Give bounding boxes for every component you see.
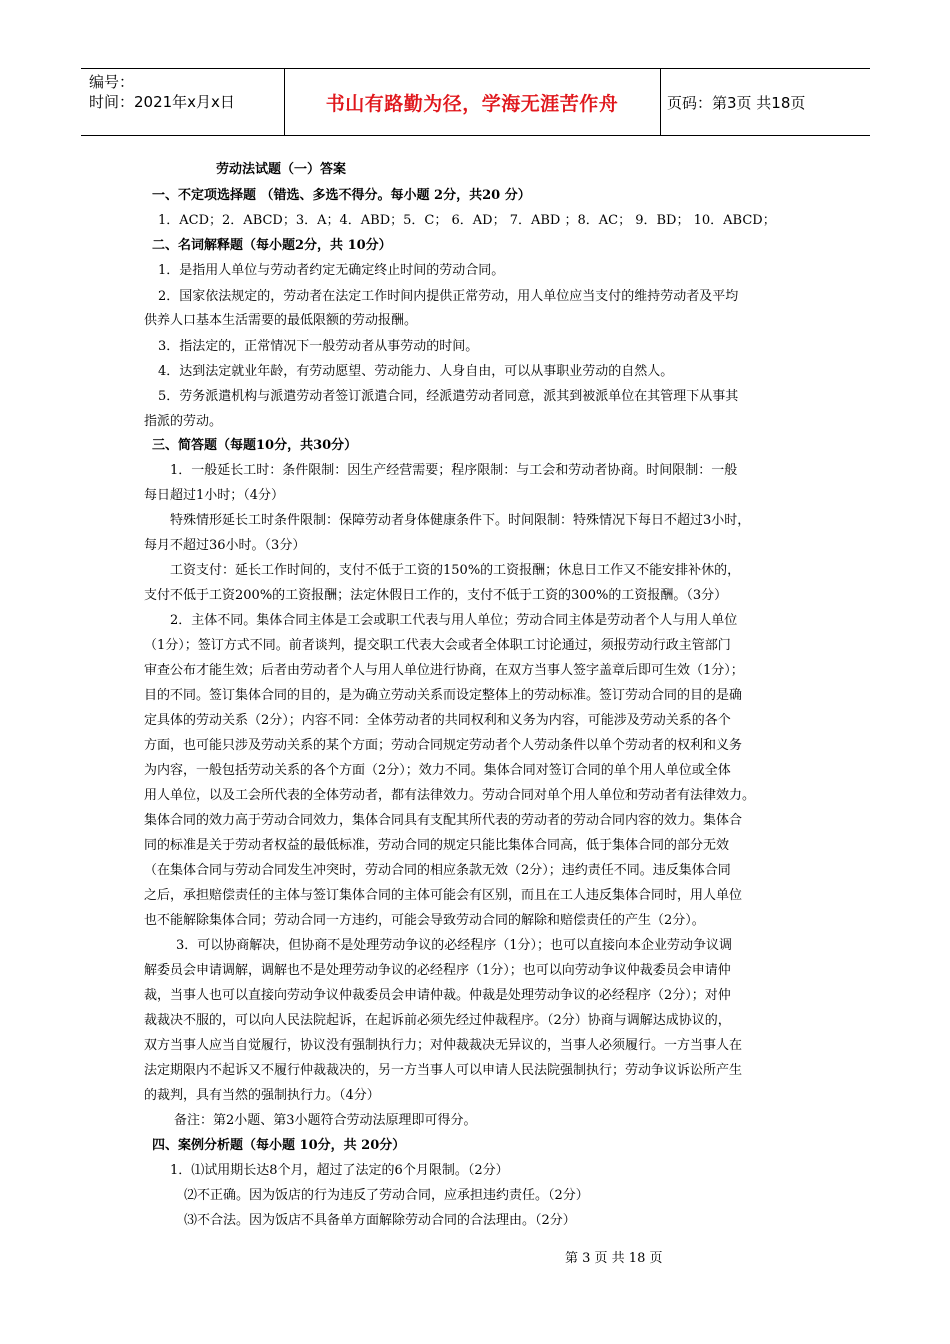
section-heading: 四、案例分析题（每小题 10分，共 20分）: [152, 1138, 406, 1153]
document-title: 劳动法试题（一）答案: [216, 162, 347, 177]
document-date: 时间：2021年x月x日: [89, 93, 235, 111]
answer-line: 支付不低于工资200%的工资报酬；法定休假日工作的，支付不低于工资的300%的工资报酬。（3分）: [144, 588, 728, 603]
header-left-block: [89, 72, 235, 112]
answer-line: （1分）；签订方式不同。前者谈判，提交职工代表大会或者全体职工讨论通过，须报劳动行政主管部门: [144, 638, 731, 653]
header-divider: [660, 68, 661, 136]
answer-line: 之后，承担赔偿责任的主体与签订集体合同的主体可能会有区别，而且在工人违反集体合同时，用人单位: [144, 888, 743, 903]
answer-line: 供养人口基本生活需要的最低限额的劳动报酬。: [144, 313, 418, 328]
answer-line: 用人单位，以及工会所代表的全体劳动者，都有法律效力。劳动合同对单个用人单位和劳动者有法律效力。: [144, 788, 756, 803]
answer-line: 也不能解除集体合同；劳动合同一方违约，可能会导致劳动合同的解除和赔偿责任的产生（2分）。: [144, 913, 705, 928]
header-motto: 书山有路勤为径，学海无涯苦作舟: [325, 92, 619, 115]
answer-line: 4．达到法定就业年龄，有劳动愿望、劳动能力、人身自由，可以从事职业劳动的自然人。: [158, 364, 674, 379]
answer-line: 双方当事人应当自觉履行，协议没有强制执行力；对仲裁裁决无异议的，当事人必须履行。一方当事人在: [144, 1038, 743, 1053]
answer-line: 裁，当事人也可以直接向劳动争议仲裁委员会申请仲裁。仲裁是处理劳动争议的必经程序（2分）；对仲: [144, 988, 731, 1003]
answer-line: ⑵不正确。因为饭店的行为违反了劳动合同，应承担违约责任。（2分）: [184, 1188, 589, 1203]
answer-line: 定具体的劳动关系（2分）；内容不同：全体劳动者的共同权利和义务为内容，可能涉及劳动关系的各个: [144, 713, 731, 728]
answer-line: 审查公布才能生效；后者由劳动者个人与用人单位进行协商，在双方当事人签字盖章后即可生效（1分）；: [144, 663, 744, 678]
answer-line: 裁裁决不服的，可以向人民法院起诉，在起诉前必须先经过仲裁程序。（2分）协商与调解达成协议的，: [144, 1013, 731, 1028]
answer-line: 特殊情形延长工时条件限制：保障劳动者身体健康条件下。时间限制：特殊情况下每日不超过3小时，: [170, 513, 751, 528]
header-page-info: 页码：第3页 共18页: [667, 93, 806, 112]
answer-line: 2．主体不同。集体合同主体是工会或职工代表与用人单位；劳动合同主体是劳动者个人与用人单位: [170, 613, 738, 628]
answer-line: 2．国家依法规定的，劳动者在法定工作时间内提供正常劳动，用人单位应当支付的维持劳动者及平均: [158, 289, 739, 304]
footer-page-number: 第 3 页 共 18 页: [565, 1251, 663, 1266]
answer-line: 3．可以协商解决，但协商不是处理劳动争议的必经程序（1分）；也可以直接向本企业劳动争议调: [176, 938, 733, 953]
answer-line: 法定期限内不起诉又不履行仲裁裁决的，另一方当事人可以申请人民法院强制执行；劳动争议诉讼所产生: [144, 1063, 743, 1078]
answer-line: 同的标准是关于劳动者权益的最低标准，劳动合同的规定只能比集体合同高，低于集体合同的部分无效: [144, 838, 730, 853]
answer-line: 集体合同的效力高于劳动合同效力，集体合同具有支配其所代表的劳动者的劳动合同内容的效力。集体合: [144, 813, 743, 828]
answer-line: 为内容，一般包括劳动关系的各个方面（2分）；效力不同。集体合同对签订合同的单个用人单位或全体: [144, 763, 731, 778]
answer-line: 1．一般延长工时：条件限制：因生产经营需要；程序限制：与工会和劳动者协商。时间限制：一般: [170, 463, 738, 478]
answer-line: 每月不超过36小时。（3分）: [144, 538, 306, 553]
answer-line: 1．是指用人单位与劳动者约定无确定终止时间的劳动合同。: [158, 263, 505, 278]
answer-line: 目的不同。签订集体合同的目的，是为确立劳动关系而设定整体上的劳动标准。签订劳动合同的目的是确: [144, 688, 743, 703]
answer-line: 3．指法定的，正常情况下一般劳动者从事劳动的时间。: [158, 339, 479, 354]
answer-line: 1．⑴试用期长达8个月，超过了法定的6个月限制。（2分）: [170, 1163, 509, 1178]
document-number-label: 编号：: [89, 73, 135, 91]
section-heading: 一、不定项选择题 （错选、多选不得分。每小题 2分，共20 分）: [152, 188, 531, 203]
answer-line: 5．劳务派遣机构与派遣劳动者签订派遣合同，经派遣劳动者同意，派其到被派单位在其管理下从事其: [158, 389, 739, 404]
answer-line: ⑶不合法。因为饭店不具备单方面解除劳动合同的合法理由。（2分）: [184, 1213, 576, 1228]
answer-line: 方面，也可能只涉及劳动关系的某个方面；劳动合同规定劳动者个人劳动条件以单个劳动者的权利和义务: [144, 738, 743, 753]
answer-line: 1．ACD；2．ABCD；3．A；4．ABD；5．C； 6．AD； 7．ABD ；8．AC； 9．BD； 10．ABCD；: [158, 213, 776, 228]
answer-line: 解委员会申请调解，调解也不是处理劳动争议的必经程序（1分）；也可以向劳动争议仲裁委员会申请仲: [144, 963, 731, 978]
answer-line: 的裁判，具有当然的强制执行力。（4分）: [144, 1088, 380, 1103]
answer-line: 备注：第2小题、第3小题符合劳动法原理即可得分。: [174, 1113, 477, 1128]
section-heading: 二、名词解释题（每小题2分，共 10分）: [152, 238, 392, 253]
answer-line: （在集体合同与劳动合同发生冲突时，劳动合同的相应条款无效（2分）；违约责任不同。违反集体合同: [144, 863, 731, 878]
answer-line: 指派的劳动。: [144, 414, 223, 429]
section-heading: 三、简答题（每题10分，共30分）: [152, 438, 358, 453]
answer-line: 工资支付：延长工作时间的，支付不低于工资的150%的工资报酬；休息日工作又不能安排补休的，: [170, 563, 741, 578]
answer-line: 每日超过1小时；（4分）: [144, 488, 285, 503]
page-header: [81, 68, 870, 136]
